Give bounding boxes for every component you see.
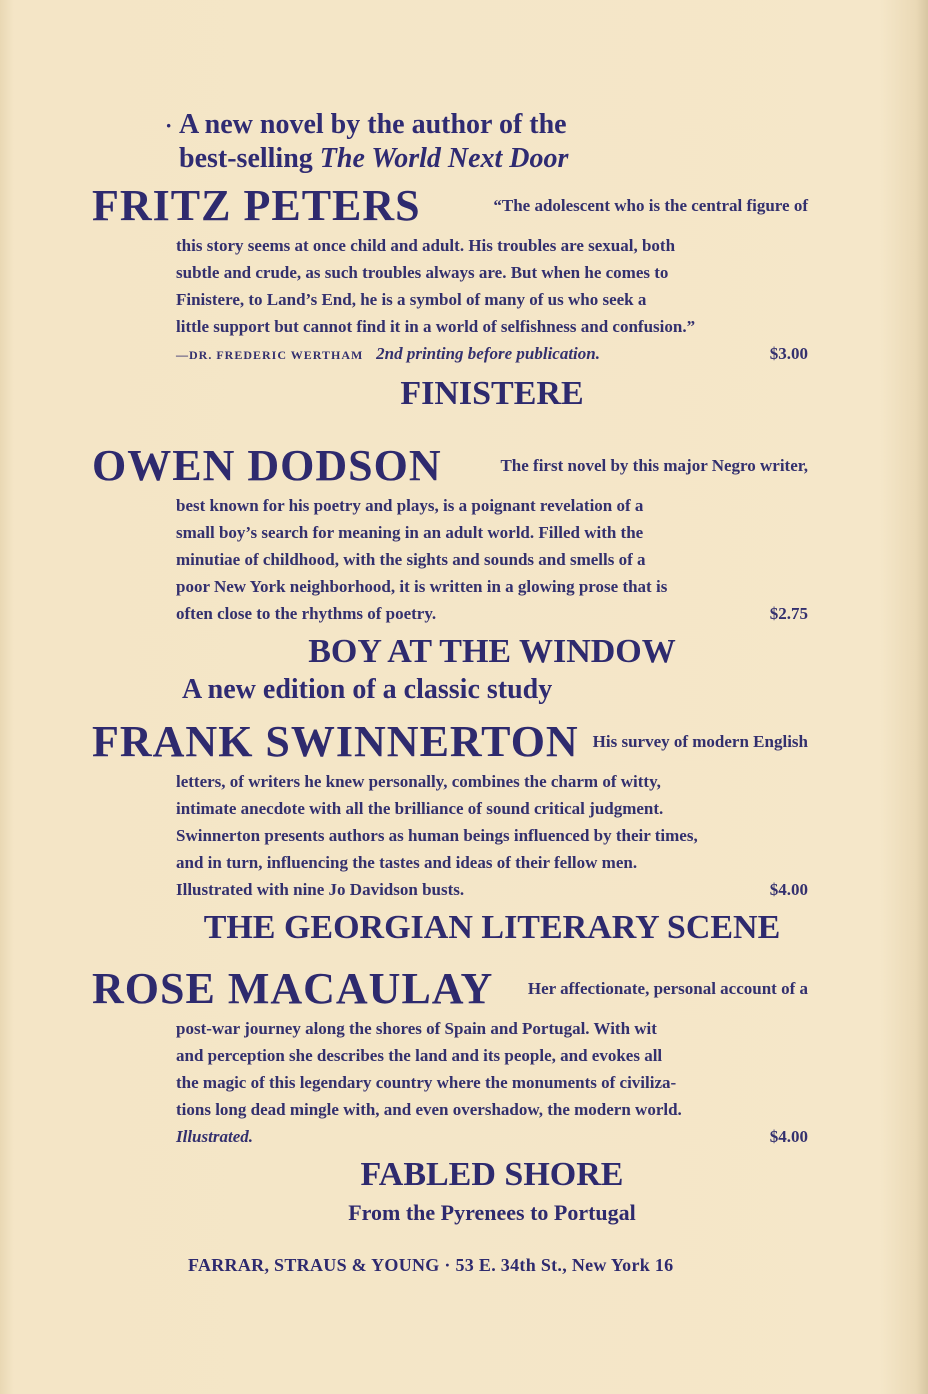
book-title: FINISTERE <box>400 375 584 412</box>
blurb-body <box>176 492 808 627</box>
author-name: OWEN DODSON <box>92 441 442 490</box>
price: $4.00 <box>769 880 808 899</box>
blurb-line: and in turn, influencing the tastes and ideas of their fellow men. <box>176 853 638 872</box>
blurb-line: minutiae of childhood, with the sights and sounds and smells of a <box>176 550 646 569</box>
printing-note: 2nd printing before publication. <box>376 344 600 363</box>
blurb-line: and perception she describes the land and its people, and evokes all <box>176 1046 663 1065</box>
blurb-first-line: The first novel by this major Negro writer, <box>500 456 808 475</box>
intro-book-title: The World Next Door <box>319 143 569 174</box>
blurb-line: this story seems at once child and adult. His troubles are sexual, both <box>176 236 676 255</box>
blurb-body <box>176 768 808 903</box>
blurb-first-line: His survey of modern English <box>592 732 808 751</box>
intro-line-1: A new novel by the author of the <box>179 109 567 140</box>
book-title: FABLED SHORE <box>360 1156 624 1193</box>
blurb-line: often close to the rhythms of poetry. <box>176 604 437 623</box>
blurb-line: little support but cannot find it in a world of selfishness and confusion.” <box>176 317 696 336</box>
entry-frank-swinnerton <box>92 717 808 947</box>
blurb-line: subtle and crude, as such troubles always are. But when he comes to <box>176 263 669 282</box>
blurb-body <box>176 232 808 369</box>
intro-heading <box>165 108 568 175</box>
blurb-line: Finistere, to Land’s End, he is a symbol of many of us who seek a <box>176 290 647 309</box>
blurb-line: tions long dead mingle with, and even overshadow, the modern world. <box>176 1100 682 1119</box>
author-name: FRITZ PETERS <box>92 181 421 230</box>
author-name: FRANK SWINNERTON <box>92 717 579 766</box>
blurb-line: intimate anecdote with all the brilliance of sound critical judgment. <box>176 799 664 818</box>
entry-owen-dodson <box>92 441 808 671</box>
entry-rose-macaulay <box>92 964 808 1226</box>
author-name: ROSE MACAULAY <box>92 964 494 1013</box>
blurb-first-line: Her affectionate, personal account of a <box>527 979 808 998</box>
blurb-body <box>176 1015 808 1150</box>
publisher-footer: FARRAR, STRAUS & YOUNG · 53 E. 34th St., New York 16 <box>188 1255 674 1275</box>
price: $4.00 <box>769 1127 808 1146</box>
section-heading: A new edition of a classic study <box>182 674 553 705</box>
book-title: BOY AT THE WINDOW <box>308 633 676 670</box>
book-title: THE GEORGIAN LITERARY SCENE <box>203 909 781 946</box>
blurb-line: best known for his poetry and plays, is a poignant revelation of a <box>176 496 644 515</box>
blurb-line: Swinnerton presents authors as human beings influenced by their times, <box>176 826 698 845</box>
blurb-line: poor New York neighborhood, it is written in a glowing prose that is <box>176 577 668 596</box>
blurb-line: small boy’s search for meaning in an adult world. Filled with the <box>176 523 644 542</box>
bullet-mark: · <box>165 113 173 138</box>
blurb-line: Illustrated with nine Jo Davidson busts. <box>176 880 465 899</box>
book-subtitle: From the Pyrenees to Portugal <box>348 1200 636 1225</box>
price: $2.75 <box>769 604 808 623</box>
blurb-line: the magic of this legendary country where the monuments of civiliza- <box>176 1073 677 1092</box>
blurb-first-line: “The adolescent who is the central figure of <box>493 196 808 215</box>
blurb-line: letters, of writers he knew personally, combines the charm of witty, <box>176 772 661 791</box>
price: $3.00 <box>769 344 808 363</box>
entry-fritz-peters <box>92 181 808 413</box>
intro-line-2-prefix: best-selling <box>179 143 320 174</box>
blurb-line: post-war journey along the shores of Spain and Portugal. With wit <box>176 1019 657 1038</box>
attribution: —DR. FREDERIC WERTHAM <box>176 348 364 362</box>
illustrated-note: Illustrated. <box>176 1127 253 1146</box>
